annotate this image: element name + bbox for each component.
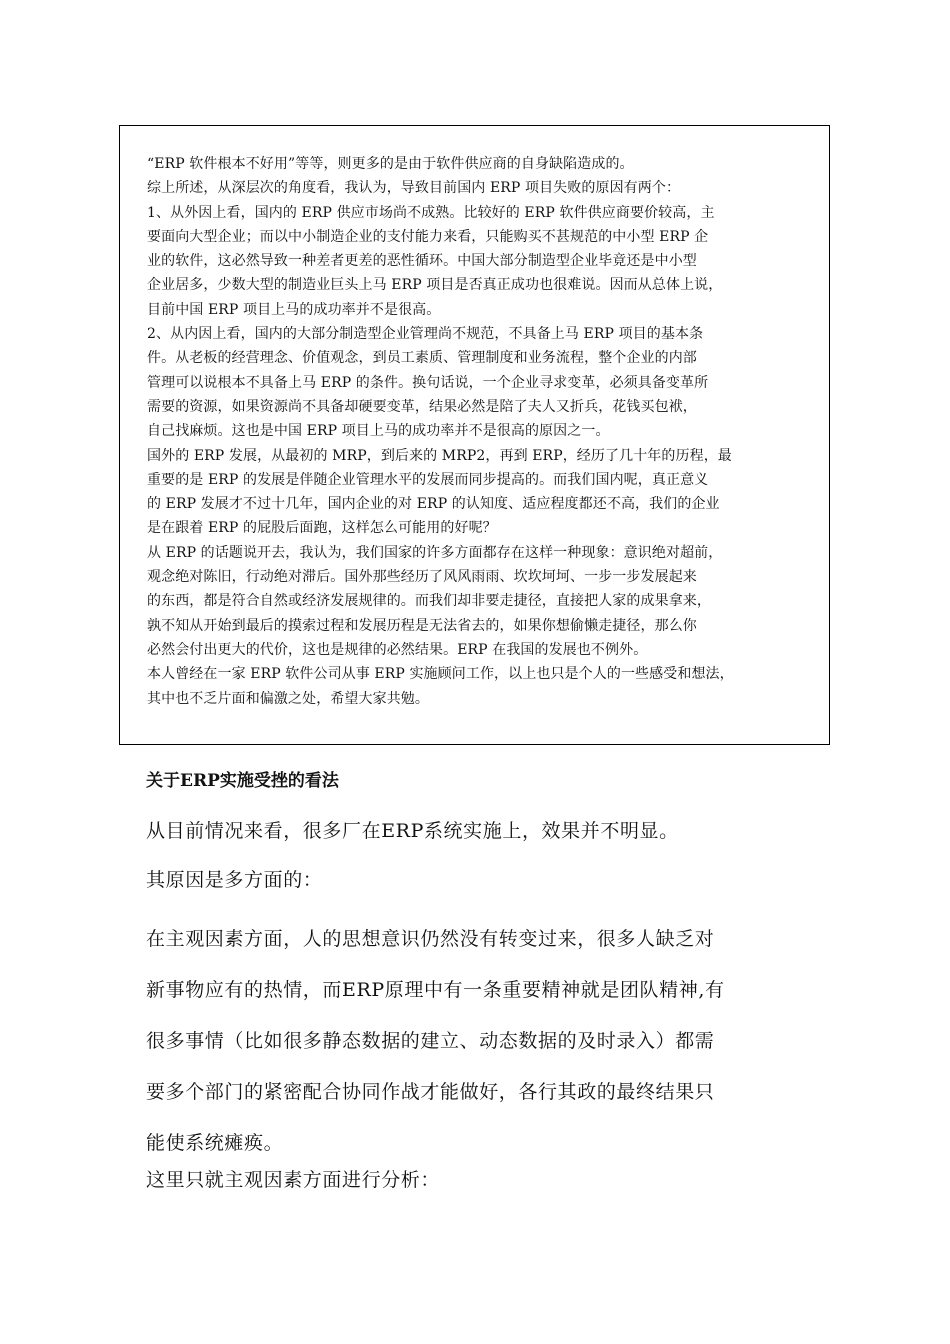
text-line: 是在跟着 ERP 的屁股后面跑，这样怎么可能用的好呢？ [147,520,497,537]
text-line: 目前中国 ERP 项目上马的成功率并不是很高。 [147,301,441,318]
body-paragraph: 这里只就主观因素方面进行分析： [146,1169,441,1191]
box-paragraph [147,541,815,662]
section-heading: 关于ERP实施受挫的看法 [146,771,339,791]
text-line: 重要的是 ERP 的发展是伴随企业管理水平的发展而同步提高的。而我们国内呢，真正意义 [147,471,709,488]
box-paragraph [147,201,815,322]
text-line: 企业居多，少数大型的制造业巨头上马 ERP 项目是否真正成功也很难说。因而从总体上说， [147,277,723,294]
text-line: 管理可以说根本不具备上马 ERP 的条件。换句话说，一个企业寻求变革，必须具备变革所 [147,374,709,391]
text-line: 必然会付出更大的代价，这也是规律的必然结果。ERP 在我国的发展也不例外。 [147,641,648,658]
text-line: 2、从内因上看，国内的大部分制造型企业管理尚不规范，不具备上马 ERP 项目的基本条 [147,326,704,343]
body-paragraph [146,914,725,1169]
quoted-text-box [119,125,830,745]
text-line: 很多事情（比如很多静态数据的建立、动态数据的及时录入）都需 [146,1030,715,1052]
text-line: 孰不知从开始到最后的摸索过程和发展历程是无法省去的，如果你想偷懒走捷径，那么你 [147,617,697,634]
text-line: 的 ERP 发展才不过十几年，国内企业的对 ERP 的认知度、适应程度都还不高，我们的企业 [147,496,720,513]
text-line: 从 ERP 的话题说开去，我认为，我们国家的许多方面都存在这样一种现象：意识绝对超前， [147,544,723,561]
text-line: 需要的资源，如果资源尚不具备却硬要变革，结果必然是陪了夫人又折兵，花钱买包袱， [147,398,697,415]
text-line: “ERP 软件根本不好用”等等，则更多的是由于软件供应商的自身缺陷造成的。 [147,156,634,172]
text-line: 本人曾经在一家 ERP 软件公司从事 ERP 实施顾问工作，以上也只是个人的一些感受和想法， [147,666,734,683]
box-paragraph [147,176,815,200]
text-line: 业的软件，这必然导致一种差者更差的恶性循环。中国大部分制造型企业毕竟还是中小型 [147,253,697,270]
text-line: 综上所述，从深层次的角度看，我认为，导致目前国内 ERP 项目失败的原因有两个： [147,180,681,197]
body-paragraph: 其原因是多方面的： [146,869,323,891]
text-line: 自己找麻烦。这也是中国 ERP 项目上马的成功率并不是很高的原因之一。 [147,423,610,440]
text-line: 1、从外因上看，国内的 ERP 供应市场尚不成熟。比较好的 ERP 软件供应商要价较高，主 [147,204,715,221]
text-line: 件。从老板的经营理念、价值观念，到员工素质、管理制度和业务流程，整个企业的内部 [147,350,697,367]
text-line: 能使系统瘫痪。 [146,1132,284,1154]
box-paragraph [147,322,815,443]
body-paragraph: 从目前情况来看，很多厂在ERP系统实施上，效果并不明显。 [146,820,679,842]
box-paragraph [147,662,815,711]
text-line: 观念绝对陈旧，行动绝对滞后。国外那些经历了风风雨雨、坎坎坷坷、一步一步发展起来 [147,569,697,586]
text-line: 要多个部门的紧密配合协同作战才能做好，各行其政的最终结果只 [146,1081,715,1103]
text-line: 国外的 ERP 发展，从最初的 MRP，到后来的 MRP2，再到 ERP，经历了几十年的历程，最 [147,447,732,464]
text-line: 要面向大型企业；而以中小制造企业的支付能力来看，只能购买不甚规范的中小型 ERP 企 [147,228,709,245]
box-paragraph [147,444,815,541]
text-line: 新事物应有的热情，而ERP原理中有一条重要精神就是团队精神,有 [146,979,725,1001]
text-line: 的东西，都是符合自然或经济发展规律的。而我们却非要走捷径，直接把人家的成果拿来， [147,593,711,610]
text-line: 其中也不乏片面和偏激之处，希望大家共勉。 [147,690,429,707]
text-line: 在主观因素方面，人的思想意识仍然没有转变过来，很多人缺乏对 [146,928,715,950]
box-paragraph [147,152,815,176]
